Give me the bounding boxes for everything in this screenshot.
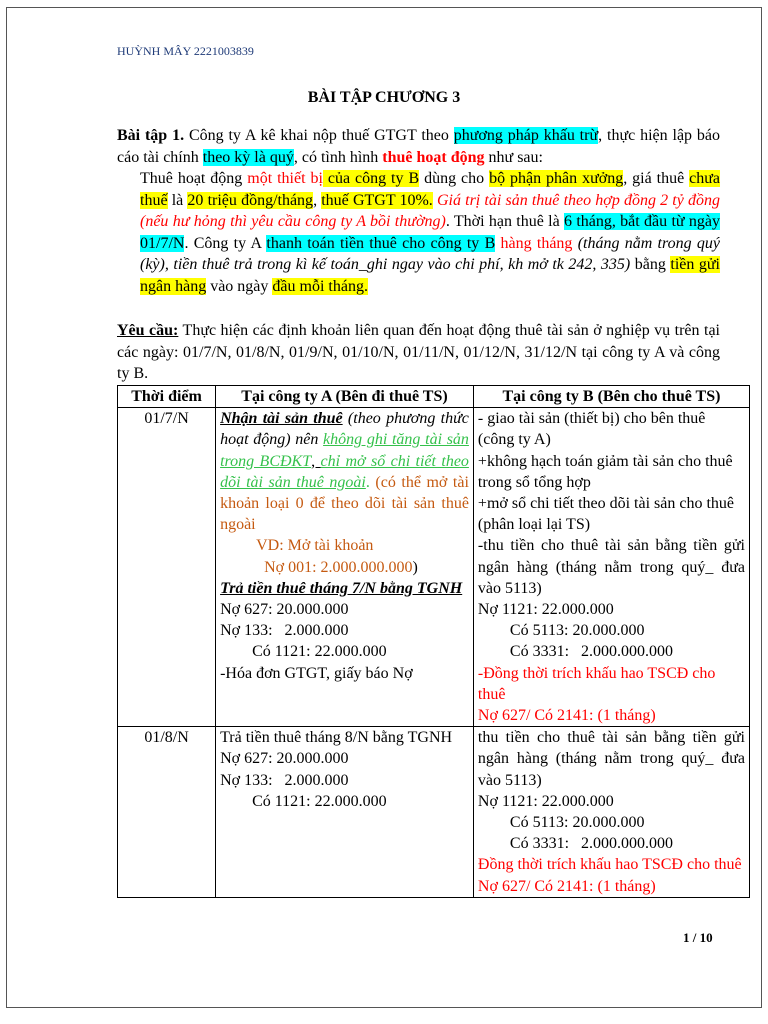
- highlight-run: 6 tháng, bắt đầu từ ngày 01/7/N: [140, 213, 720, 252]
- company-a-cell: [216, 727, 474, 898]
- entry-line: Có 3331: 2.000.000.000: [509, 835, 674, 853]
- highlight-run: thanh toán tiền thuê cho công ty B: [266, 234, 496, 252]
- document-line: -Hóa đơn GTGT, giấy báo Nợ: [220, 664, 413, 682]
- red-bold-run: thuê hoạt động: [382, 148, 485, 166]
- bold-italic-run: Trả tiền thuê tháng 7/N bằng TGNH: [220, 579, 463, 597]
- depreciation-entry: Nợ 627/ Có 2141: (1 tháng): [477, 877, 656, 895]
- text-line: +không hạch toán giảm tài sản cho thuê trong sổ tổng hợp: [477, 452, 733, 491]
- text-run: , thực hiện lập báo cáo tài chính: [117, 127, 721, 166]
- entry-line: Nợ 1121: 22.000.000: [477, 792, 614, 810]
- depreciation-line: -Đồng thời trích khấu hao TSCĐ cho thuê: [477, 664, 716, 703]
- table-row: [118, 727, 750, 898]
- journal-entries-table: [117, 385, 750, 898]
- text-run: vào ngày: [206, 277, 273, 295]
- entry-line: Nợ 133: 2.000.000: [220, 771, 349, 789]
- text-run: , có tình hình: [293, 148, 383, 166]
- red-run: hàng tháng: [495, 234, 573, 252]
- text-line: -thu tiền cho thuê tài sản bằng tiền gửi ngân hàng (tháng nằm trong quý_ đưa vào 5113): [477, 537, 745, 597]
- page-title: BÀI TẬP CHƯƠNG 3: [307, 89, 461, 106]
- company-b-cell: [473, 727, 749, 898]
- table-row: [118, 408, 750, 727]
- highlight-run: tiền gửi ngân hàng: [140, 256, 720, 295]
- payment-line: Trả tiền thuê tháng 8/N bằng TGNH: [220, 729, 453, 747]
- payment-heading: [220, 578, 469, 599]
- text-run: .: [365, 473, 370, 491]
- entry-line: Có 1121: 22.000.000: [252, 643, 387, 661]
- text-run: bằng: [630, 256, 671, 273]
- highlight-run: đầu mỗi tháng.: [272, 277, 368, 295]
- example-entry: [220, 557, 469, 578]
- page-number: 1 / 10: [683, 930, 713, 945]
- author-header: HUỲNH MÂY 2221003839: [117, 44, 254, 58]
- table-header-row: [118, 386, 750, 408]
- entry-line: Nợ 627: 20.000.000: [220, 601, 349, 619]
- column-header: Thời điểm: [118, 386, 216, 408]
- text-run: . Công ty A: [184, 234, 267, 252]
- text-run: . Thời hạn thuê là: [445, 213, 564, 230]
- column-header: Tại công ty B (Bên cho thuê TS): [473, 386, 749, 408]
- text-run: ,: [313, 191, 322, 209]
- text-run: Công ty A kê khai nộp thuế GTGT theo: [184, 127, 454, 144]
- exercise-paragraph-2: [140, 168, 720, 297]
- text-line: +mở sổ chi tiết theo dõi tài sản cho thuê (phân loại lại TS): [477, 495, 735, 534]
- text-line: thu tiền cho thuê tài sản bằng tiền gửi ngân hàng (tháng nằm trong quý_ đưa vào 5113): [477, 729, 745, 789]
- highlight-run: bộ phận phân xưởng: [489, 170, 624, 187]
- text-run: là: [167, 191, 188, 209]
- highlight-run: 20 triệu đồng/tháng: [187, 191, 314, 209]
- receipt-note: [220, 408, 469, 535]
- italic-run: (tháng nằm trong quý (kỳ), tiền thuê trả trong kì kế toán_ghi ngay vào chi phí, kh mở tk 242, 335): [140, 234, 720, 273]
- text-run: , giá thuê: [623, 170, 690, 187]
- entry-line: Có 5113: 20.000.000: [509, 622, 645, 640]
- entry-line: Có 3331: 2.000.000.000: [509, 643, 674, 661]
- text-run: như sau:: [484, 148, 543, 166]
- column-header: Tại công ty A (Bên đi thuê TS): [216, 386, 474, 408]
- requirement-text: Thực hiện các định khoản liên quan đến hoạt động thuê tài sản ở nghiệp vụ trên tại các ngày: 01/7/N, 01/8/N, 01/9/N, 01/10/N, 01/11/N, 01/12/N, 31/12/N tại công ty A và công ty B.: [117, 322, 720, 382]
- text-run: ): [412, 558, 418, 576]
- green-run: không ghi tăng tài sản trong BCĐKT: [220, 431, 469, 470]
- depreciation-entry: Nợ 627/ Có 2141: (1 tháng): [477, 707, 656, 725]
- highlight-run: chưa thuế: [140, 170, 721, 209]
- entry-line: Nợ 1121: 22.000.000: [477, 601, 614, 619]
- highlight-run: thuế GTGT 10%.: [321, 191, 433, 209]
- entry-line: Nợ 627: 20.000.000: [220, 750, 349, 768]
- highlight-run: của công ty B: [322, 170, 420, 187]
- date-cell: 01/7/N: [118, 408, 216, 727]
- orange-run: Nợ 001: 2.000.000.000: [264, 558, 413, 576]
- italic-run: (theo phương thức hoạt động) nên: [220, 410, 469, 449]
- example-line: VD: Mở tài khoản: [256, 537, 374, 555]
- depreciation-line: Đồng thời trích khấu hao TSCĐ cho thuê: [477, 856, 742, 874]
- entry-line: Có 5113: 20.000.000: [509, 814, 645, 832]
- green-run: chỉ mở sổ chi tiết theo dõi tài sản thuê ngoài: [220, 452, 469, 491]
- text-run: dùng cho: [419, 170, 490, 187]
- text-run: Thuê hoạt động: [140, 170, 248, 187]
- requirement-paragraph: [117, 320, 720, 385]
- bold-italic-run: Nhận tài sản thuê: [220, 410, 343, 428]
- company-a-cell: [216, 408, 474, 727]
- orange-run: (có thể mở tài khoản loại 0 để theo dõi tài sản thuê ngoài: [220, 473, 469, 534]
- date-cell: 01/8/N: [118, 727, 216, 898]
- text-run: ,: [311, 452, 321, 470]
- entry-line: Có 1121: 22.000.000: [252, 792, 387, 810]
- entry-line: Nợ 133: 2.000.000: [220, 622, 349, 640]
- exercise-label: Bài tập 1.: [117, 127, 185, 144]
- company-b-cell: [473, 408, 749, 727]
- exercise-paragraph-1: [117, 125, 720, 168]
- text-line: - giao tài sản (thiết bị) cho bên thuê (công ty A): [477, 410, 706, 449]
- red-italic-run: Giá trị tài sản thuê theo hợp đồng 2 tỷ đồng (nếu hư hỏng thì yêu cầu công ty A bồi thường): [140, 191, 721, 230]
- highlight-run: theo kỳ là quý: [202, 148, 294, 166]
- requirement-label: Yêu cầu:: [117, 322, 179, 339]
- highlight-run: phương pháp khấu trừ: [453, 127, 599, 144]
- red-run: một thiết bị: [247, 170, 323, 187]
